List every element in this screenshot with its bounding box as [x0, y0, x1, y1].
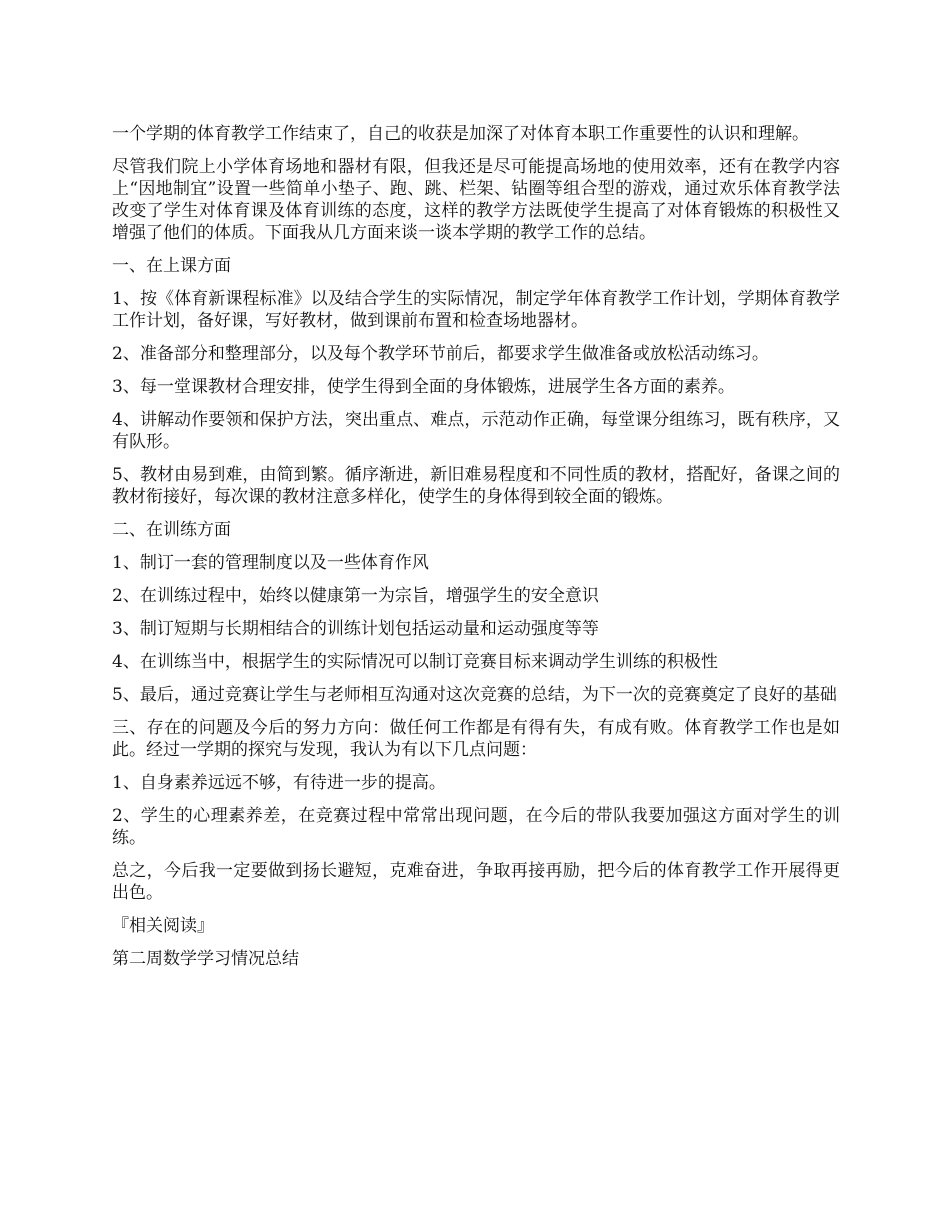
training-item-3: 3、制订短期与长期相结合的训练计划包括运动量和运动强度等等 [112, 619, 599, 639]
related-reading-item: 第二周数学学习情况总结 [112, 949, 299, 969]
problem-item-1: 1、自身素养远远不够，有待进一步的提高。 [112, 773, 446, 793]
section-heading-problems: 三、存在的问题及今后的努力方向：做任何工作都是有得有失，有成有败。体育教学工作也是如此。经过一学期的探究与发现，我认为有以下几点问题： [112, 718, 840, 760]
document-body [112, 123, 840, 981]
class-item-2: 2、准备部分和整理部分，以及每个教学环节前后，都要求学生做准备或放松活动练习。 [112, 344, 769, 364]
training-item-4: 4、在训练当中，根据学生的实际情况可以制订竞赛目标来调动学生训练的积极性 [112, 652, 718, 672]
class-item-3: 3、每一堂课教材合理安排，使学生得到全面的身体锻炼，进展学生各方面的素养。 [112, 377, 735, 397]
problem-item-2: 2、学生的心理素养差，在竞赛过程中常常出现问题，在今后的带队我要加强这方面对学生的训练。 [112, 806, 840, 848]
section-heading-classes: 一、在上课方面 [112, 256, 231, 276]
related-reading-heading: 『相关阅读』 [112, 916, 214, 936]
training-item-1: 1、制订一套的管理制度以及一些体育作风 [112, 553, 429, 573]
training-item-5: 5、最后，通过竞赛让学生与老师相互沟通对这次竞赛的总结，为下一次的竞赛奠定了良好的基础 [112, 685, 837, 705]
class-item-4: 4、讲解动作要领和保护方法，突出重点、难点，示范动作正确，每堂课分组练习，既有秩序，又有队形。 [112, 410, 840, 452]
training-item-2: 2、在训练过程中，始终以健康第一为宗旨，增强学生的安全意识 [112, 586, 599, 606]
background-paragraph: 尽管我们院上小学体育场地和器材有限，但我还是尽可能提高场地的使用效率，还有在教学内容上“因地制宜”设置一些简单小垫子、跑、跳、栏架、钻圈等组合型的游戏，通过欢乐体育教学法改变了学生对体育课及体育训练的态度，这样的教学方法既使学生提高了对体育锻炼的积极性又增强了他们的体质。下面我从几方面来谈一谈本学期的教学工作的总结。 [112, 157, 840, 243]
section-heading-training: 二、在训练方面 [112, 520, 231, 540]
class-item-5: 5、教材由易到难，由简到繁。循序渐进，新旧难易程度和不同性质的教材，搭配好，备课之间的教材衔接好，每次课的教材注意多样化，使学生的身体得到较全面的锻炼。 [112, 465, 840, 507]
intro-paragraph: 一个学期的体育教学工作结束了，自己的收获是加深了对体育本职工作重要性的认识和理解。 [112, 124, 809, 144]
conclusion-paragraph: 总之，今后我一定要做到扬长避短，克难奋进，争取再接再励，把今后的体育教学工作开展得更出色。 [112, 861, 840, 903]
class-item-1: 1、按《体育新课程标准》以及结合学生的实际情况，制定学年体育教学工作计划，学期体育教学工作计划，备好课，写好教材，做到课前布置和检查场地器材。 [112, 289, 840, 331]
